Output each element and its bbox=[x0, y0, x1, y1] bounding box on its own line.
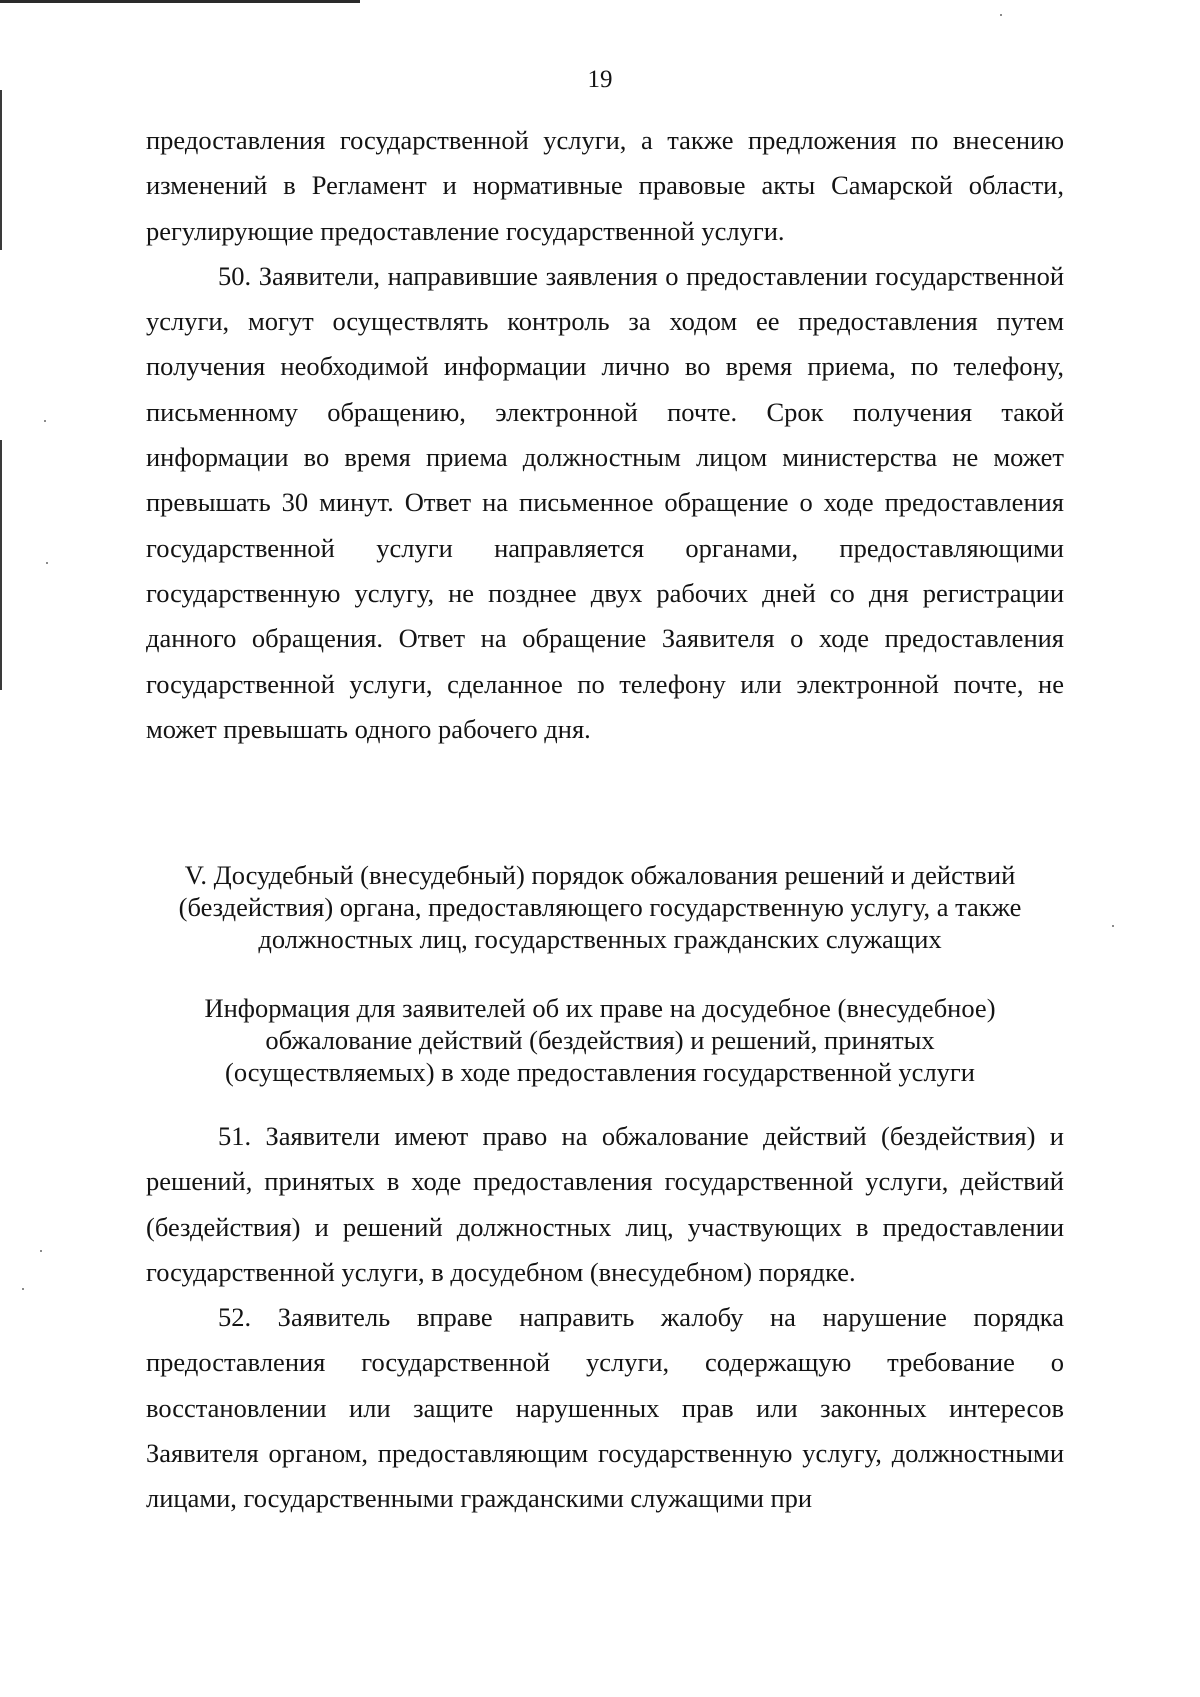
scan-speck bbox=[40, 1250, 42, 1252]
paragraph-52: 52. Заявитель вправе направить жалобу на нарушение порядка предоставления государственной услуги, содержащую требование о восстановлении или защите нарушенных прав или законных интересов Заявителя органом, предоставляющим государственную услугу, должностными лицами, государственными гражданскими служащими при bbox=[146, 1302, 1064, 1514]
scan-speck bbox=[44, 420, 46, 422]
scan-speck bbox=[1112, 925, 1114, 927]
section-v-heading bbox=[120, 859, 1080, 955]
section-v-heading-line: V. Досудебный (внесудебный) порядок обжалования решений и действий bbox=[184, 860, 1016, 890]
info-subheading-line: Информация для заявителей об их праве на досудебное (внесудебное) bbox=[204, 993, 996, 1023]
info-subheading-line: (осуществляемых) в ходе предоставления государственной услуги bbox=[225, 1057, 975, 1087]
paragraph-50: 50. Заявители, направившие заявления о предоставлении государственной услуги, могут осуществлять контроль за ходом ее предоставления путем получения необходимой информации лично во время приема, по телефону, письменному обращению, электронной почте. Срок получения такой информации во время приема должностным лицом министерства не может превышать 30 минут. Ответ на письменное обращение о ходе предоставления государственной услуги направляется органами, предоставляющими государственную услугу, не позднее двух рабочих дней со дня регистрации данного обращения. Ответ на обращение Заявителя о ходе предоставления государственной услуги, сделанное по телефону или электронной почте, не может превышать одного рабочего дня. bbox=[146, 260, 1064, 744]
scan-speck bbox=[46, 562, 48, 564]
scan-edge-left-2 bbox=[0, 440, 2, 690]
info-subheading bbox=[120, 992, 1080, 1088]
scan-speck bbox=[1000, 14, 1002, 16]
paragraph-51: 51. Заявители имеют право на обжалование действий (бездействия) и решений, принятых в ходе предоставления государственной услуги, действий (бездействия) и решений должностных лиц, участвующих в предоставлении государственной услуги, в досудебном (внесудебном) порядке. bbox=[146, 1121, 1064, 1287]
text-block-bottom bbox=[146, 1114, 1064, 1522]
info-subheading-line: обжалование действий (бездействия) и решений, принятых bbox=[265, 1025, 935, 1055]
section-v-heading-line: (бездействия) органа, предоставляющего государственную услугу, а также bbox=[178, 892, 1022, 922]
text-block-top bbox=[146, 118, 1064, 752]
scan-edge-left-1 bbox=[0, 90, 2, 250]
scan-edge-top bbox=[0, 0, 360, 3]
page-number: 19 bbox=[587, 66, 613, 93]
section-v-heading-line: должностных лиц, государственных гражданских служащих bbox=[258, 924, 942, 954]
paragraph-continuation: предоставления государственной услуги, а также предложения по внесению изменений в Регламент и нормативные правовые акты Самарской области, регулирующие предоставление государственной услуги. bbox=[146, 125, 1064, 246]
scan-speck bbox=[22, 1288, 24, 1290]
